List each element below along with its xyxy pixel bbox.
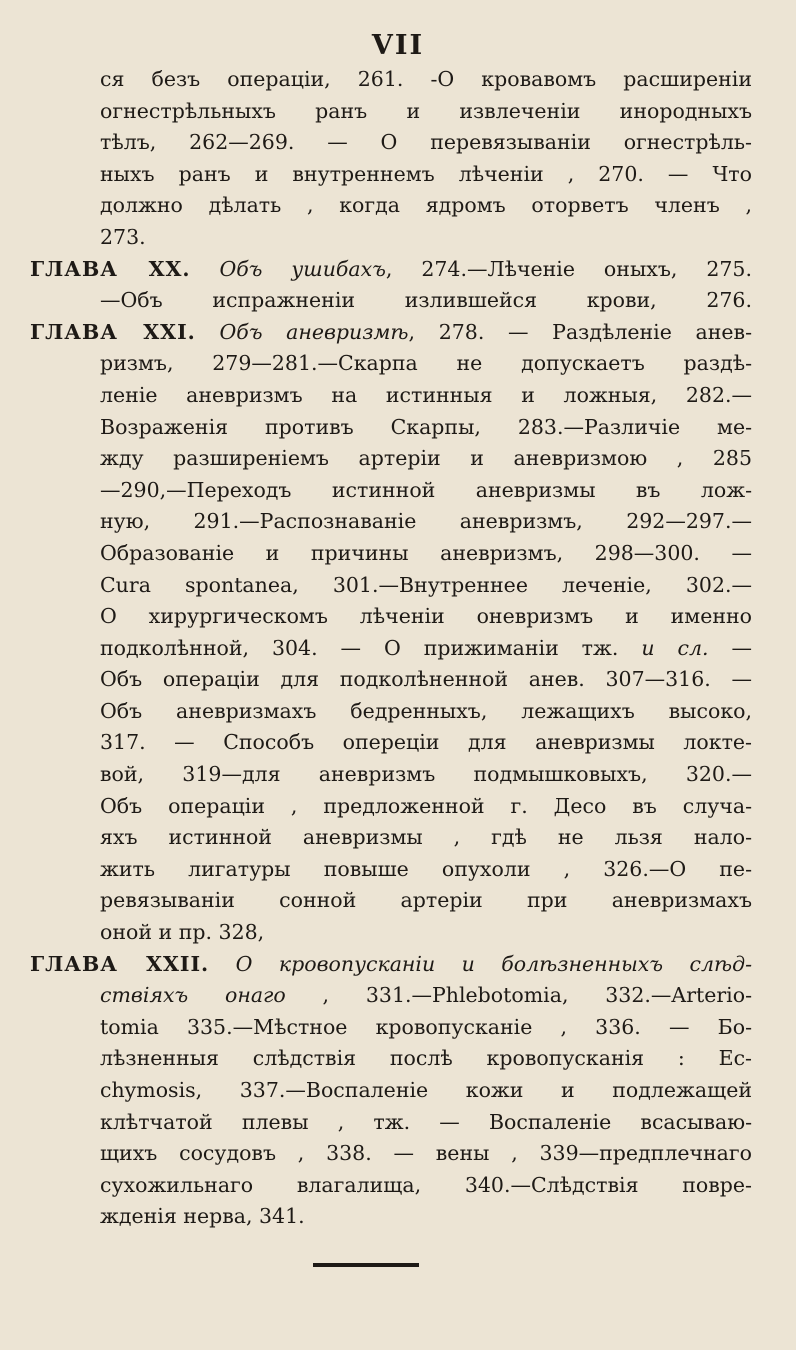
line-text: ныхъ ранъ и внутреннемъ лѣченіи , 270. — Что (100, 161, 752, 186)
line-text: клѣтчатой плевы , тж. — Воспаленіе всасываю- (100, 1109, 752, 1134)
text-line (30, 159, 752, 191)
text-line (30, 506, 752, 538)
line-text (209, 952, 235, 976)
line-text: Объ операціи для подколѣненной анев. 307—316. — (100, 667, 752, 692)
chapter-title: Объ аневризмѣ (219, 319, 409, 344)
chapter-heading: ГЛАВА XX. (30, 256, 191, 281)
line-text: Возраженія противъ Скарпы, 283.—Различіе ме- (100, 414, 752, 439)
text-line (30, 222, 752, 254)
line-text: леніе аневризмъ на истинныя и ложныя, 282.— (100, 382, 752, 407)
text-line (30, 64, 752, 96)
line-text: жду разширеніемъ артеріи и аневризмою , 285 (100, 446, 752, 471)
line-text: огнестрѣльныхъ ранъ и извлеченіи инородныхъ (100, 98, 752, 123)
line-text: ризмъ, 279—281.—Скарпа не допускаетъ раздѣ- (100, 351, 752, 376)
text-line (30, 759, 752, 791)
text-line (30, 443, 752, 475)
line-text: tomia 335.—Мѣстное кровопусканіе , 336. — Бо- (100, 1014, 752, 1039)
line-text: сухожильнаго влагалища, 340.—Слѣдствія повре- (100, 1172, 752, 1197)
line-text: вой, 319—для аневризмъ подмышковыхъ, 320.— (100, 762, 752, 787)
chapter-title: и сл. (641, 635, 709, 660)
text-line (30, 127, 752, 159)
text-line (30, 348, 752, 380)
line-text: Объ операціи , предложенной г. Десо въ случа- (100, 793, 752, 818)
table-of-contents (30, 64, 752, 1233)
line-text: —Объ испражненіи излившейся крови, 276. (100, 288, 752, 313)
line-text: подколѣнной, 304. — О прижиманіи тж. (100, 635, 642, 660)
line-text: лѣзненныя слѣдствія послѣ кровопусканія : Ес- (100, 1046, 752, 1071)
line-text: — (708, 635, 752, 660)
text-line (30, 190, 752, 222)
text-line (30, 949, 752, 981)
text-line (30, 633, 752, 665)
text-line (30, 1043, 752, 1075)
text-line (30, 1075, 752, 1107)
text-line (30, 791, 752, 823)
line-text: , 274.—Лѣченіе оныхъ, 275. (385, 256, 752, 281)
text-line (30, 254, 752, 286)
text-line (30, 1170, 752, 1202)
line-text: яхъ истинной аневризмы , гдѣ не льзя нало- (100, 825, 752, 850)
chapter-title: О кровопусканіи и болѣзненныхъ слѣд- (235, 951, 753, 976)
text-line (30, 1107, 752, 1139)
line-text: Образованіе и причины аневризмъ, 298—300. — (100, 540, 752, 565)
text-line (30, 475, 752, 507)
line-text: тѣлъ, 262—269. — О перевязываніи огнестрѣль- (100, 130, 752, 155)
text-line (30, 96, 752, 128)
line-text (196, 320, 220, 344)
line-text: должно дѣлать , когда ядромъ оторветъ членъ , (100, 193, 752, 218)
text-line (30, 980, 752, 1012)
text-line (30, 285, 752, 317)
chapter-title: ствіяхъ онаго (100, 983, 286, 1008)
line-text: жить лигатуры повыше опухоли , 326.—О пе- (100, 856, 752, 881)
text-line (30, 601, 752, 633)
line-text: жденія нерва, 341. (100, 1204, 305, 1229)
line-text: chymosis, 337.—Воспаленіе кожи и подлежащей (100, 1078, 752, 1102)
chapter-title: Объ ушибахъ (219, 256, 386, 281)
text-line (30, 1012, 752, 1044)
text-line (30, 317, 752, 349)
line-text: О хирургическомъ лѣченіи оневризмъ и именно (100, 604, 752, 629)
line-text: Сura spontanea, 301.—Внутреннее леченіе, 302.— (100, 572, 752, 597)
text-line (30, 664, 752, 696)
end-rule (313, 1263, 419, 1267)
chapter-heading: ГЛАВА XXI. (30, 319, 196, 344)
line-text: 317. — Способъ опереціи для аневризмы локте- (100, 730, 752, 755)
line-text: 273. (100, 224, 146, 249)
line-text: оной и пр. 328, (100, 920, 265, 945)
text-line (30, 570, 752, 602)
line-text (191, 257, 220, 281)
line-text: ся безъ операціи, 261. -О кровавомъ расширеніи (100, 67, 752, 91)
line-text: Объ аневризмахъ бедренныхъ, лежащихъ высоко, (100, 698, 752, 723)
text-line (30, 412, 752, 444)
line-text: , 331.—Phlebotomia, 332.—Arterio- (285, 983, 752, 1008)
line-text: ную, 291.—Распознаваніе аневризмъ, 292—297.— (100, 509, 752, 534)
text-line (30, 854, 752, 886)
text-line (30, 822, 752, 854)
text-line (30, 917, 752, 949)
text-line (30, 727, 752, 759)
text-line (30, 1138, 752, 1170)
text-line (30, 885, 752, 917)
line-text: ревязываніи сонной артеріи при аневризмахъ (100, 888, 752, 913)
line-text: щихъ сосудовъ , 338. — вены , 339—предплечнаго (100, 1141, 752, 1166)
line-text: , 278. — Раздѣленіе анев- (408, 319, 752, 344)
chapter-heading: ГЛАВА XXII. (30, 951, 210, 976)
text-line (30, 380, 752, 412)
line-text: —290,—Переходъ истинной аневризмы въ лож- (100, 477, 752, 502)
page-number: VII (371, 30, 425, 61)
text-line (30, 538, 752, 570)
text-line (30, 696, 752, 728)
text-line (30, 1201, 752, 1233)
